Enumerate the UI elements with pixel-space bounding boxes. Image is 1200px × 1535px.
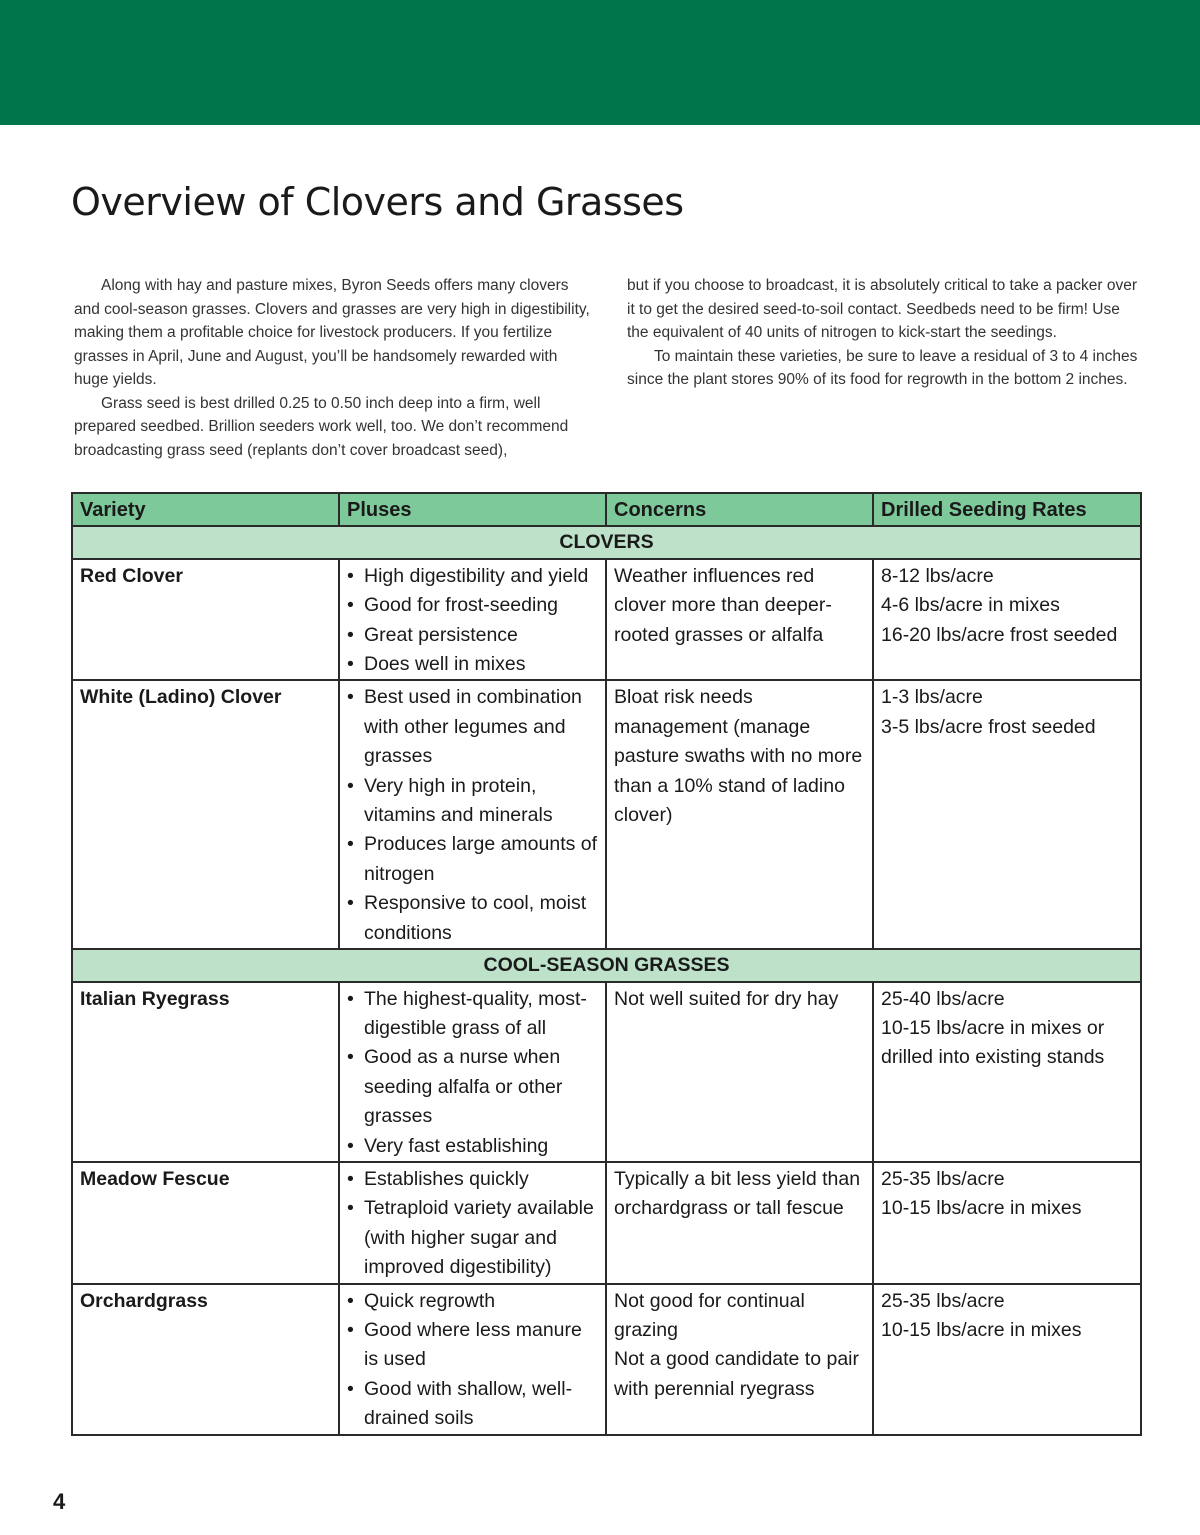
rate-text: 16-20 lbs/acre frost seeded — [881, 623, 1118, 646]
section-row-clovers — [72, 526, 1141, 558]
section-label: CLOVERS — [72, 526, 1141, 558]
rate-text: 25-35 lbs/acre — [881, 1167, 1005, 1190]
rates-cell — [873, 982, 1141, 1162]
header-band — [0, 0, 1200, 125]
intro-paragraph: Along with hay and pasture mixes, Byron Seeds offers many clovers and cool-season grasses. Clovers and grasses are very high in digestibility, making them a profitable choice for livestock producers. If you fertilize grasses in April, June and August, you’ll be handsomely rewarded with huge yields. — [74, 277, 590, 388]
plus-item: • Great persistence — [347, 621, 598, 650]
table-row — [72, 982, 1141, 1162]
concern-text: Not well suited for dry hay — [614, 987, 839, 1010]
rate-text: 3-5 lbs/acre frost seeded — [881, 715, 1096, 738]
intro-column-right — [627, 274, 1142, 392]
rate-text: 25-40 lbs/acre — [881, 987, 1005, 1010]
rate-text: 10-15 lbs/acre in mixes or drilled into existing stands — [881, 1016, 1105, 1069]
variety-cell: Orchardgrass — [72, 1284, 339, 1435]
concern-text: Not a good candidate to pair with perennial ryegrass — [614, 1348, 860, 1400]
plus-item: • Good as a nurse when seeding alfalfa or other grasses — [347, 1043, 598, 1131]
header-concerns: Concerns — [606, 493, 873, 526]
concern-text: Typically a bit less yield than orchardgrass or tall fescue — [614, 1167, 861, 1220]
plus-item: • Establishes quickly — [347, 1165, 598, 1194]
concern-text: Bloat risk needs management (manage pasture swaths with no more than a 10% stand of ladino clover) — [614, 686, 863, 827]
header-pluses: Pluses — [339, 493, 606, 526]
rate-text: 4-6 lbs/acre in mixes — [881, 594, 1060, 617]
rate-text: 25-35 lbs/acre — [881, 1289, 1005, 1312]
plus-item: • Tetraploid variety available (with higher sugar and improved digestibility) — [347, 1194, 598, 1282]
table-header-row — [72, 493, 1141, 526]
rates-cell — [873, 1162, 1141, 1284]
rate-text: 1-3 lbs/acre — [881, 686, 983, 709]
section-label: COOL-SEASON GRASSES — [72, 949, 1141, 981]
concern-text: Not good for continual grazing — [614, 1289, 805, 1341]
variety-cell: White (Ladino) Clover — [72, 680, 339, 949]
intro-paragraph: To maintain these varieties, be sure to leave a residual of 3 to 4 inches since the plant stores 90% of its food for regrowth in the bottom 2 inches. — [627, 347, 1138, 388]
plus-item: • Good where less manure is used — [347, 1316, 598, 1375]
plus-item: • Does well in mixes — [347, 650, 598, 679]
pluses-cell — [339, 982, 606, 1162]
page-number: 4 — [53, 1489, 66, 1514]
table-row — [72, 1162, 1141, 1284]
variety-cell: Red Clover — [72, 559, 339, 681]
pluses-cell — [339, 680, 606, 949]
concerns-cell — [606, 1284, 873, 1435]
pluses-cell — [339, 1162, 606, 1284]
pluses-cell — [339, 559, 606, 681]
rate-text: 10-15 lbs/acre in mixes — [881, 1318, 1082, 1341]
seeding-table — [71, 492, 1142, 1436]
table-row — [72, 559, 1141, 681]
rates-cell — [873, 1284, 1141, 1435]
plus-item: • Best used in combination with other legumes and grasses — [347, 683, 598, 771]
concerns-cell — [606, 559, 873, 681]
plus-item: • The highest-quality, most-digestible grass of all — [347, 985, 598, 1044]
page-title: Overview of Clovers and Grasses — [71, 180, 684, 224]
plus-item: • Responsive to cool, moist conditions — [347, 889, 598, 948]
plus-item: • Very fast establishing — [347, 1132, 598, 1161]
rate-text: 10-15 lbs/acre in mixes — [881, 1197, 1082, 1220]
table-row — [72, 1284, 1141, 1435]
concerns-cell — [606, 982, 873, 1162]
concerns-cell — [606, 1162, 873, 1284]
plus-item: • Good with shallow, well-drained soils — [347, 1375, 598, 1434]
concern-text: Weather influences red clover more than deeper-rooted grasses or alfalfa — [614, 564, 832, 646]
variety-cell: Italian Ryegrass — [72, 982, 339, 1162]
header-variety: Variety — [72, 493, 339, 526]
plus-item: • High digestibility and yield — [347, 562, 598, 591]
pluses-cell — [339, 1284, 606, 1435]
plus-item: • Quick regrowth — [347, 1287, 598, 1316]
intro-column-left — [74, 274, 594, 462]
header-seeding-rates: Drilled Seeding Rates — [873, 493, 1141, 526]
rates-cell — [873, 680, 1141, 949]
rates-cell — [873, 559, 1141, 681]
plus-item: • Good for frost-seeding — [347, 591, 598, 620]
variety-cell: Meadow Fescue — [72, 1162, 339, 1284]
rate-text: 8-12 lbs/acre — [881, 564, 994, 587]
intro-paragraph: Grass seed is best drilled 0.25 to 0.50 inch deep into a firm, well prepared seedbed. Brillion seeders work well, too. We don’t recommend broadcasting grass seed (replants don’t cover broadcast seed), — [74, 394, 569, 459]
table-row — [72, 680, 1141, 949]
plus-item: • Produces large amounts of nitrogen — [347, 830, 598, 889]
plus-item: • Very high in protein, vitamins and minerals — [347, 772, 598, 831]
section-row-grasses — [72, 949, 1141, 981]
concerns-cell — [606, 680, 873, 949]
intro-paragraph: but if you choose to broadcast, it is absolutely critical to take a packer over it to get the desired seed-to-soil contact. Seedbeds need to be firm! Use the equivalent of 40 units of nitrogen to kick-start the seedings. — [627, 277, 1138, 341]
